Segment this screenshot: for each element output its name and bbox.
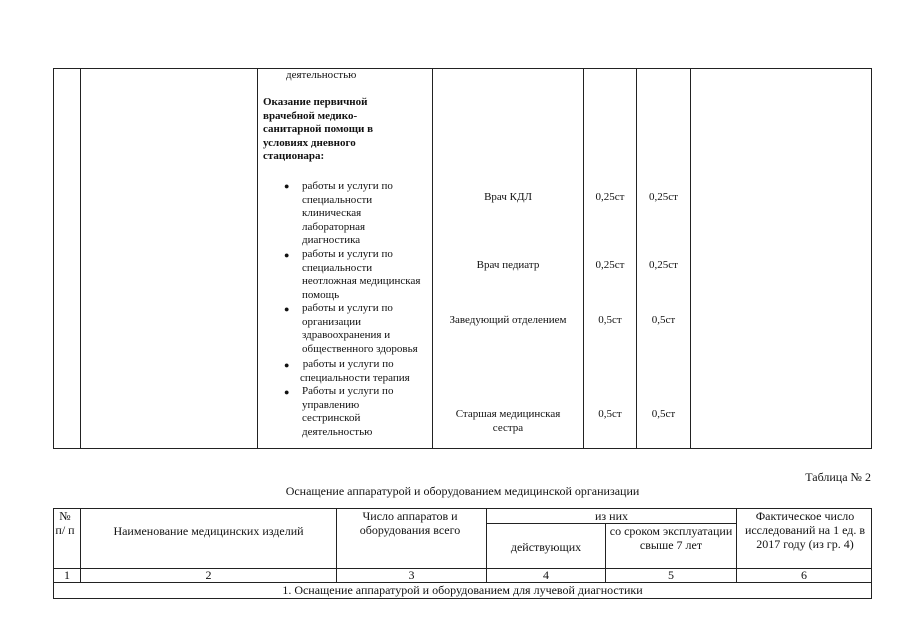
- header-old: со сроком эксплуатации свыше 7 лет: [609, 524, 733, 552]
- rate-value-2: 0,5ст: [651, 408, 676, 420]
- bullet-icon: ●: [284, 387, 290, 397]
- table-title: Оснащение аппаратурой и оборудованием медицинской организации: [285, 484, 640, 498]
- rate-value-1: 0,5ст: [598, 408, 622, 420]
- bullet-icon: ●: [284, 181, 290, 191]
- header-active: действующих: [510, 540, 582, 554]
- service-continuation: деятельностью: [286, 69, 357, 81]
- rate-value-1: 0,5ст: [598, 314, 622, 326]
- header-num: № п/ п: [55, 509, 75, 537]
- header-actual: Фактическое число исследований на 1 ед. в 2017 году (из гр. 4): [744, 509, 866, 551]
- section-heading: Оказание первичной врачебной медико-санитарной помощи в условиях дневного стационара:: [263, 96, 374, 162]
- position-text: Старшая медицинская сестра: [455, 408, 561, 434]
- service-text: работы и услуги по организации здравоохранения и общественного здоровья: [302, 302, 418, 355]
- col-number: 4: [543, 568, 549, 582]
- col-number: 3: [408, 568, 415, 582]
- rate-value-2: 0,25ст: [649, 191, 678, 203]
- col-number: 1: [64, 568, 70, 582]
- section-row: 1. Оснащение аппаратурой и оборудованием для лучевой диагностики: [282, 583, 643, 597]
- position-text: Врач КДЛ: [484, 191, 532, 203]
- service-text: работы и услуги по специальности неотложная медицинская помощь: [302, 248, 421, 301]
- header-count: Число аппаратов и оборудования всего: [359, 509, 461, 537]
- col-number: 6: [801, 568, 807, 582]
- rate-value-2: 0,25ст: [649, 259, 678, 271]
- position-text: Заведующий отделением: [449, 314, 567, 326]
- table-label: Таблица № 2: [805, 470, 871, 484]
- service-text: работы и услуги по специальности терапия: [300, 358, 410, 384]
- rate-value-1: 0,25ст: [595, 191, 625, 203]
- bullet-icon: ●: [284, 304, 290, 314]
- rate-value-2: 0,5ст: [651, 314, 676, 326]
- service-text: работы и услуги по специальности клиническая лабораторная диагностика: [302, 180, 393, 246]
- position-text: Врач педиатр: [476, 259, 540, 271]
- header-name: Наименование медицинских изделий: [113, 524, 304, 538]
- bullet-icon: ●: [284, 250, 290, 260]
- rate-value-1: 0,25ст: [595, 259, 625, 271]
- service-text: Работы и услуги по управлению сестринской деятельностью: [302, 385, 394, 438]
- header-of-them: из них: [594, 509, 628, 523]
- col-number: 2: [205, 568, 212, 582]
- bullet-icon: ●: [284, 360, 290, 370]
- col-number: 5: [668, 568, 674, 582]
